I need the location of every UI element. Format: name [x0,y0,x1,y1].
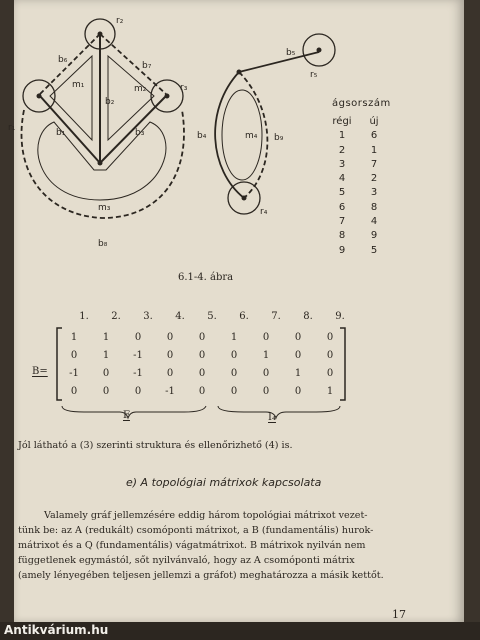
old-index: 7 [338,216,346,228]
old-index: 3 [338,158,346,170]
label-r1: r₁ [8,123,16,133]
matrix-cell: 0 [198,331,206,343]
book-page [8,0,464,626]
renumber-row [326,201,390,215]
edge-b4 [215,72,244,198]
matrix-cell: 0 [166,367,174,379]
matrix-cell: 1 [102,349,110,361]
edge-b7 [100,34,166,94]
new-index: 3 [370,187,378,199]
column-number: 3. [143,311,153,322]
edge-b8 [21,110,183,218]
label-b6: b₆ [58,55,68,65]
brace-label-i4: I₄ [268,412,276,423]
matrix-cell: 0 [294,349,302,361]
page-number: 17 [392,608,406,621]
matrix-cell: 0 [198,349,206,361]
label-b2: b₂ [105,97,115,107]
matrix-cell: 0 [326,349,334,361]
renumber-row [326,229,390,243]
label-b4: b₄ [197,131,207,141]
label-m4: m₄ [245,131,258,141]
matrix-cell: 1 [230,331,238,343]
old-index: 5 [338,187,346,199]
matrix-cell: 0 [326,367,334,379]
renumber-row [326,186,390,200]
new-index: 9 [370,230,378,242]
label-r4: r₄ [260,207,268,217]
text-sentence-1: Jól látható a (3) szerinti struktura és ellenőrizhető (4) is. [18,440,293,451]
label-b8: b₈ [98,239,108,249]
label-m3: m₃ [98,203,111,213]
brace-i4 [218,406,340,418]
label-r5: r₅ [310,70,318,80]
paragraph-line-3: mátrixot és a Q (fundamentális) vágatmátrixot. B mátrixok nyilván nem [18,540,366,551]
column-number: 5. [207,311,217,322]
matrix-b [58,328,360,402]
old-index: 4 [338,173,346,185]
label-m1: m₁ [72,80,85,90]
matrix-label: B= [32,366,48,377]
matrix-cell: 0 [166,331,174,343]
new-index: 7 [370,158,378,170]
renumber-row [326,129,390,143]
label-b5: b₅ [286,48,296,58]
new-index: 2 [370,173,378,185]
column-number: 6. [239,311,249,322]
paragraph-line-5: (amely lényegében teljesen jellemzi a gráfot) meghatározza a másik kettőt. [18,570,384,581]
paragraph-line-2: tünk be: az A (redukált) csomóponti mátrixot, a B (fundamentális) hurok- [18,525,374,536]
new-index: 1 [370,144,378,156]
graph-figure [8,0,464,270]
col-old-header: régi [332,116,352,127]
watermark-text: Antikvárium.hu [4,623,109,637]
figure-caption: 6.1-4. ábra [178,272,234,283]
matrix-cell: 0 [294,331,302,343]
column-number: 4. [175,311,185,322]
brace-f [62,406,206,418]
matrix-cell: 0 [70,349,78,361]
matrix-cell: 0 [230,367,238,379]
renumber-row [326,158,390,172]
matrix-row [58,382,360,400]
new-index: 6 [370,130,378,142]
label-b7: b₇ [142,61,152,71]
matrix-cell: 0 [198,385,206,397]
renumber-row [326,172,390,186]
matrix-cell: 0 [262,331,270,343]
old-index: 1 [338,130,346,142]
matrix-cell: 0 [230,349,238,361]
column-number: 7. [271,311,281,322]
matrix-cell: 1 [70,331,78,343]
matrix-cell: -1 [165,385,175,397]
matrix-row [58,328,360,346]
matrix-cell: 1 [102,331,110,343]
brace-label-f: F [123,410,130,421]
column-number: 1. [79,311,89,322]
matrix-cell: 0 [294,385,302,397]
renumber-row [326,244,390,258]
old-index: 9 [338,244,346,256]
label-m2: m₂ [134,84,147,94]
section-heading: e) A topológiai mátrixok kapcsolata [126,476,322,489]
old-index: 8 [338,230,346,242]
label-r2: r₂ [116,16,124,26]
matrix-cell: 0 [134,385,142,397]
matrix-row [58,364,360,382]
matrix-cell: 0 [102,385,110,397]
renumber-row [326,144,390,158]
renumber-row [326,215,390,229]
matrix-cell: -1 [69,367,79,379]
matrix-cell: 0 [166,349,174,361]
matrix-cell: 0 [134,331,142,343]
new-index: 4 [370,216,378,228]
label-b9: b₉ [274,133,284,143]
matrix-cell: 1 [326,385,334,397]
renumber-table [326,115,390,258]
column-number: 9. [335,311,345,322]
matrix-cell: 0 [198,367,206,379]
paragraph-line-4: függetlenek egymástól, sőt nyilvánvaló, hogy az A csomóponti mátrix [18,555,355,566]
label-r3: r₃ [180,83,188,93]
col-new-header: új [369,116,379,127]
matrix-cell: -1 [133,349,143,361]
edge-b1 [40,96,100,163]
matrix-cell: 1 [262,349,270,361]
watermark-bar [0,622,480,640]
matrix-column-numbers [68,311,358,322]
matrix-cell: 0 [326,331,334,343]
new-index: 8 [370,201,378,213]
matrix-row [58,346,360,364]
column-number: 2. [111,311,121,322]
matrix-cell: 1 [294,367,302,379]
renumber-table-title: ágsorszám [332,98,391,109]
matrix-cell: 0 [230,385,238,397]
edge-b5 [239,52,319,72]
matrix-cell: -1 [133,367,143,379]
old-index: 6 [338,201,346,213]
label-b1: b₁ [56,128,66,138]
matrix-cell: 0 [262,367,270,379]
column-number: 8. [303,311,313,322]
matrix-cell: 0 [70,385,78,397]
edge-b6 [40,34,100,94]
matrix-cell: 0 [262,385,270,397]
new-index: 5 [370,244,378,256]
matrix-cell: 0 [102,367,110,379]
label-b3: b₃ [135,128,145,138]
paragraph-line-1: Valamely gráf jellemzésére eddig három topológiai mátrixot vezet- [44,510,368,521]
old-index: 2 [338,144,346,156]
